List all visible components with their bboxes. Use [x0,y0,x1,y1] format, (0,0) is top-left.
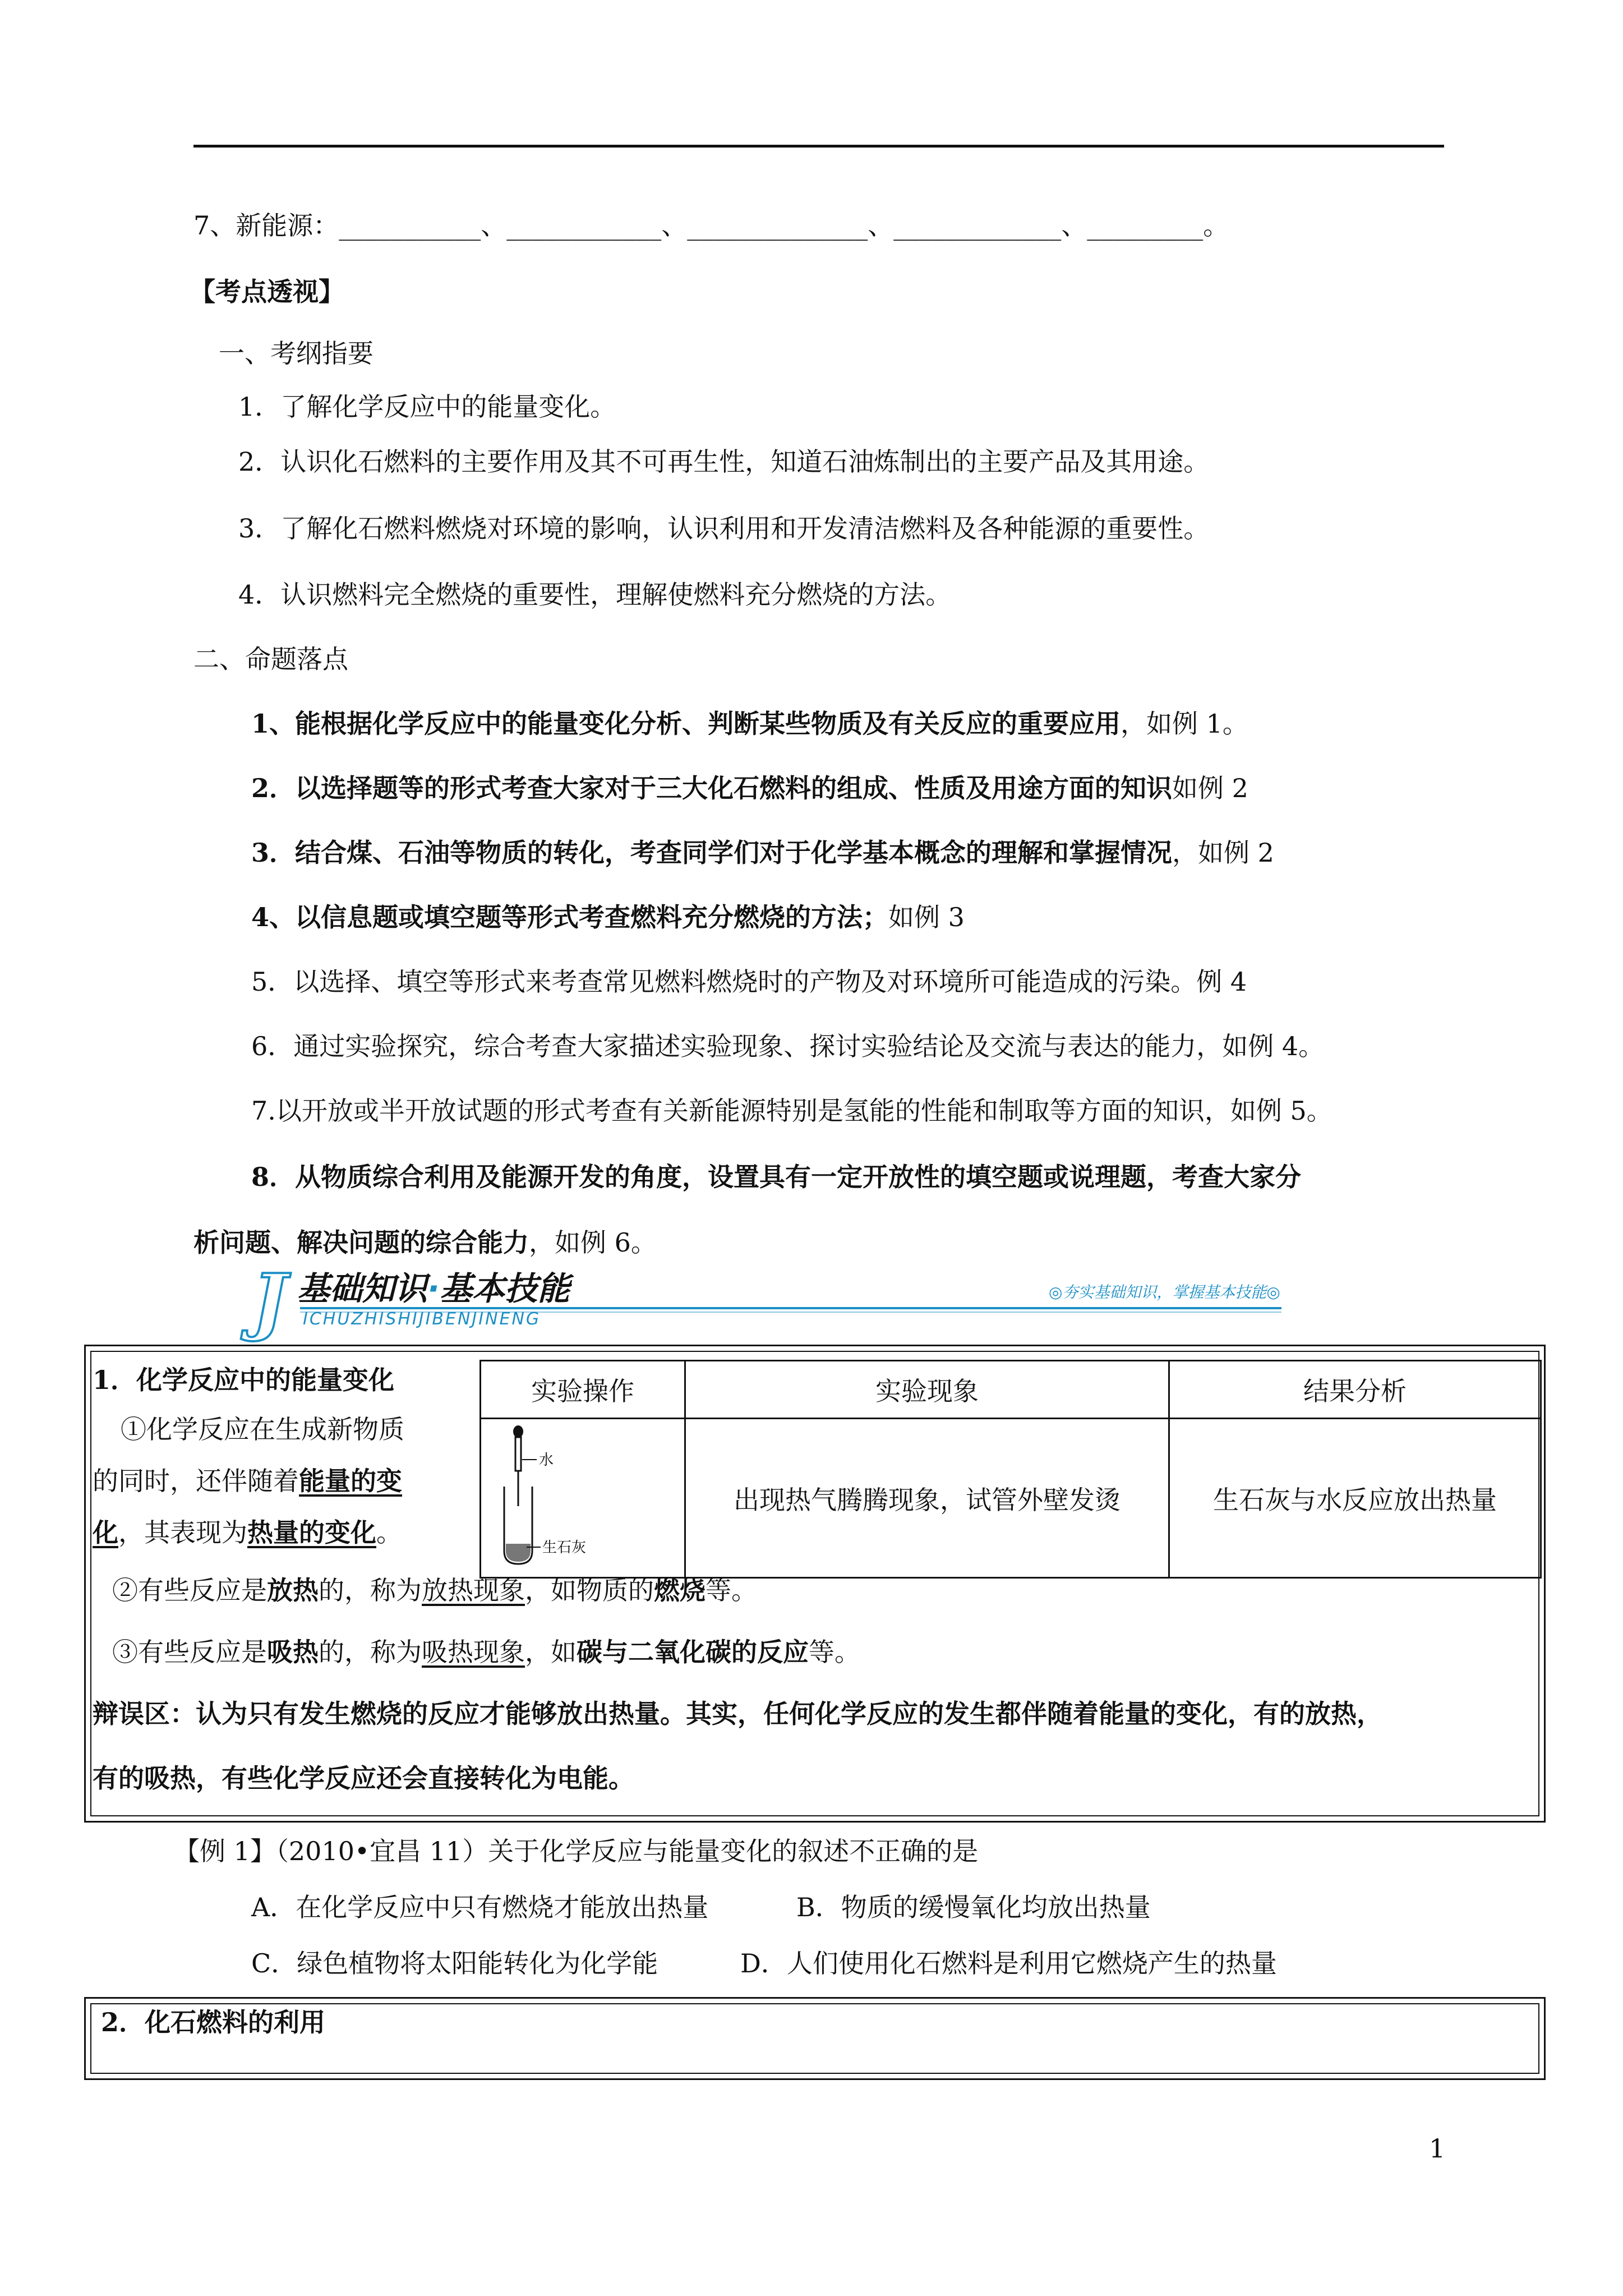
kaogang-item-1: 1．了解化学反应中的能量变化。 [238,392,616,422]
kaogang-item-2: 2．认识化石燃料的主要作用及其不可再生性，知道石油炼制出的主要产品及其用途。 [238,447,1210,477]
kaogang-item-3: 3．了解化石燃料燃烧对环境的影响，认识利用和开发清洁燃料及各种能源的重要性。 [238,513,1210,544]
example1-option-c: C．绿色植物将太阳能转化为化学能 [251,1948,658,1978]
example1-option-d: D．人们使用化石燃料是利用它燃烧产生的热量 [740,1948,1277,1978]
mingti-item-7: 7.以开放或半开放试题的形式考查有关新能源特别是氢能的性能和制取等方面的知识，如例 5。 [251,1096,1332,1126]
header-rule [193,145,1444,148]
test-tube-dropper-diagram [487,1419,678,1571]
diagram-label-water: 水 [539,1452,554,1469]
analysis-cell: 生石灰与水反应放出热量 [1169,1419,1541,1578]
section-banner [252,1258,1374,1343]
box1-para2: ②有些反应是放热的，称为放热现象，如物质的燃烧等。 [112,1575,757,1605]
operation-diagram-cell [481,1419,685,1578]
new-energy-line: 7、新能源：___________、____________、______________、_____________、_________。 [193,210,1229,241]
box1-bianwu-line1: 辩误区：认为只有发生燃烧的反应才能够放出热量。其实，任何化学反应的发生都伴随着能量的变化，有的放热， [93,1699,1382,1729]
kaogang-item-4: 4．认识燃料完全燃烧的重要性，理解使燃料充分燃烧的方法。 [238,579,952,610]
mingti-item-6: 6．通过实验探究，综合考查大家描述实验现象、探讨实验结论及交流与表达的能力，如例 4。 [251,1031,1325,1061]
box2-title: 2．化石燃料的利用 [101,2007,326,2037]
mingti-item-8-line2: 析问题、解决问题的综合能力，如例 6。 [193,1227,657,1258]
phenomenon-cell: 出现热气腾腾现象，试管外壁发烫 [685,1419,1169,1578]
box1-para1-line2: 的同时，还伴随着能量的变 [93,1466,402,1496]
box1-bianwu-line2: 有的吸热，有些化学反应还会直接转化为电能。 [93,1763,634,1793]
banner-logo-letter: J [252,1258,287,1343]
header-operation: 实验操作 [481,1361,685,1419]
kaodian-title: 【考点透视】 [190,277,344,307]
page-number: 1 [1429,2133,1446,2164]
experiment-table-header-row [481,1361,1541,1419]
section2-title: 二、命题落点 [193,644,348,674]
experiment-table [479,1360,1542,1579]
example1-option-b: B．物质的缓慢氧化均放出热量 [796,1892,1151,1922]
box1-para1-line1: ①化学反应在生成新物质 [121,1414,404,1444]
box1-para1-line3: 化，其表现为热量的变化。 [93,1517,402,1548]
mingti-item-4: 4、以信息题或填空题等形式考查燃料充分燃烧的方法；如例 3 [251,902,965,932]
example1-stem: 【例 1】（2010•宜昌 11）关于化学反应与能量变化的叙述不正确的是 [174,1836,979,1866]
header-phenomenon: 实验现象 [685,1361,1169,1419]
header-analysis: 结果分析 [1169,1361,1541,1419]
box1-title: 1．化学反应中的能量变化 [93,1365,395,1395]
mingti-item-1: 1、能根据化学反应中的能量变化分析、判断某些物质及有关反应的重要应用，如例 1。 [251,708,1248,739]
experiment-table-row [481,1419,1541,1578]
banner-title: 基础知识·基本技能 [297,1269,570,1308]
mingti-item-3: 3．结合煤、石油等物质的转化，考查同学们对于化学基本概念的理解和掌握情况，如例 2 [251,838,1274,868]
mingti-item-2: 2．以选择题等的形式考查大家对于三大化石燃料的组成、性质及用途方面的知识如例 2 [251,773,1248,803]
section1-title: 一、考纲指要 [219,338,374,369]
mingti-item-5: 5．以选择、填空等形式来考查常见燃料燃烧时的产物及对环境所可能造成的污染。例 4 [251,967,1247,997]
diagram-label-lime: 生石灰 [542,1539,587,1556]
banner-tagline: ◎夯实基础知识，掌握基本技能◎ [1049,1283,1280,1301]
mingti-item-8-line1: 8．从物质综合利用及能源开发的角度，设置具有一定开放性的填空题或说理题，考查大家分 [251,1162,1302,1192]
box1-para3: ③有些反应是吸热的，称为吸热现象，如碳与二氧化碳的反应等。 [112,1637,860,1667]
banner-pinyin: ICHUZHISHIJIBENJINENG [303,1309,541,1329]
example1-option-a: A．在化学反应中只有燃烧才能放出热量 [251,1892,709,1922]
